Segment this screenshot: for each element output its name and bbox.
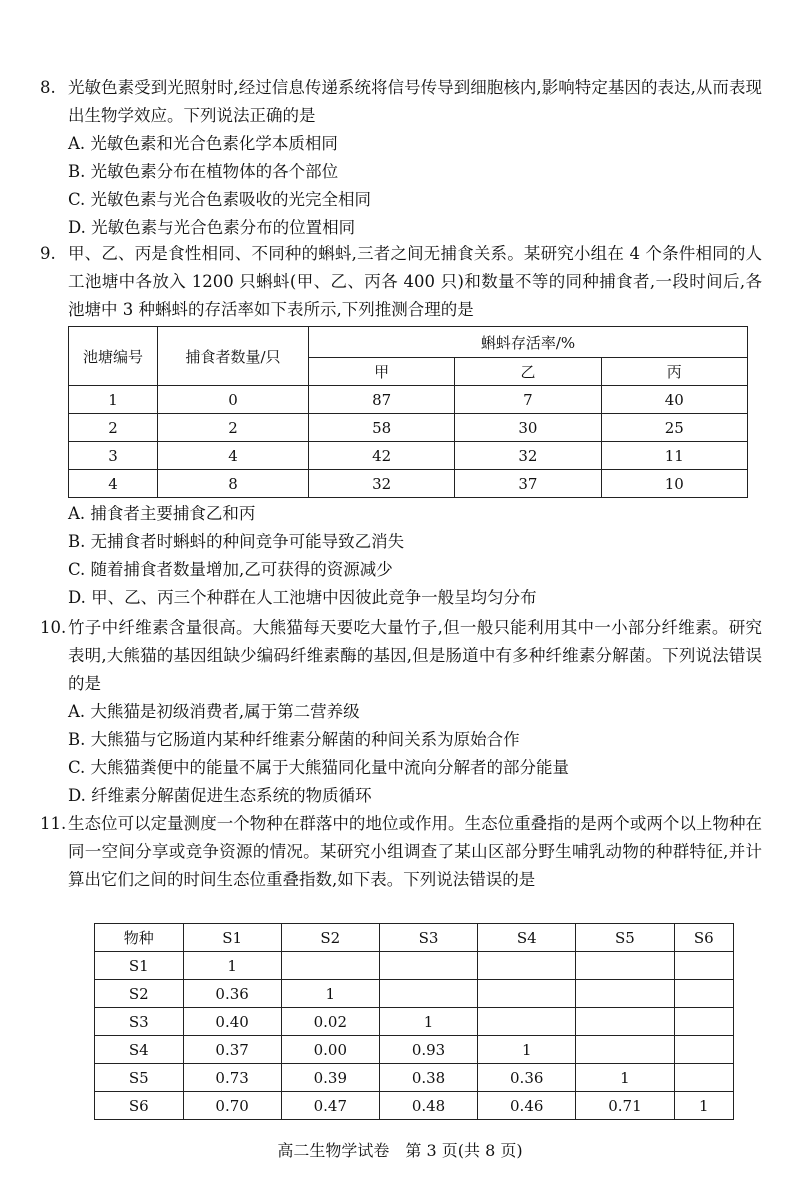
table-cell [674, 1036, 733, 1064]
question-9-number: 9. [40, 244, 56, 263]
table-cell: S5 [95, 1064, 184, 1092]
table-row [69, 470, 748, 498]
table-cell: 10 [601, 470, 747, 498]
table-cell [379, 980, 477, 1008]
question-10-text: 竹子中纤维素含量很高。大熊猫每天要吃大量竹子,但一般只能利用其中一小部分纤维素。研究表明,大熊猫的基因组缺少编码纤维素酶的基因,但是肠道中有多种纤维素分解菌。下列说法错误的是 [68, 618, 762, 693]
question-8-option-a: A. 光敏色素和光合色素化学本质相同 [68, 134, 338, 153]
table-cell: 58 [309, 414, 455, 442]
table-cell: 3 [69, 442, 158, 470]
table-cell: 0.46 [478, 1092, 576, 1120]
question-10-stem [40, 614, 762, 698]
table-cell: 1 [478, 1036, 576, 1064]
table-cell [478, 1008, 576, 1036]
table-header-row [95, 924, 734, 952]
table-header-predator: 捕食者数量/只 [158, 327, 309, 386]
table-row [69, 386, 748, 414]
table-cell [576, 1008, 674, 1036]
table-cell: S2 [95, 980, 184, 1008]
question-8-stem [40, 74, 762, 130]
table-cell: 8 [158, 470, 309, 498]
table-cell: 2 [69, 414, 158, 442]
table-cell: S4 [95, 1036, 184, 1064]
table-cell: 1 [379, 1008, 477, 1036]
question-11 [40, 810, 762, 894]
question-11-text: 生态位可以定量测度一个物种在群落中的地位或作用。生态位重叠指的是两个或两个以上物种在同一空间分享或竞争资源的情况。某研究小组调查了某山区部分野生哺乳动物的种群特征,并计算出它们之间的时间生态位重叠指数,如下表。下列说法错误的是 [68, 814, 762, 889]
question-9-stem [40, 240, 762, 324]
table-row [69, 442, 748, 470]
table-cell: 0.37 [183, 1036, 281, 1064]
table-row [95, 1092, 734, 1120]
question-10-option-b: B. 大熊猫与它肠道内某种纤维素分解菌的种间关系为原始合作 [68, 730, 520, 749]
table-cell: 4 [69, 470, 158, 498]
table-cell: 42 [309, 442, 455, 470]
question-9-text: 甲、乙、丙是食性相同、不同种的蝌蚪,三者之间无捕食关系。某研究小组在 4 个条件相同的人工池塘中各放入 1200 只蝌蚪(甲、乙、丙各 400 只)和数量不等的同种捕食者,一段时间后,各池塘中 3 种蝌蚪的存活率如下表所示,下列推测合理的是 [68, 244, 762, 319]
table-header-cell: S2 [281, 924, 379, 952]
question-9-option-d: D. 甲、乙、丙三个种群在人工池塘中因彼此竞争一般呈均匀分布 [68, 588, 537, 607]
table-cell: 32 [455, 442, 601, 470]
question-8-option-c: C. 光敏色素与光合色素吸收的光完全相同 [68, 190, 372, 209]
table-cell: 1 [576, 1064, 674, 1092]
table-cell [674, 1064, 733, 1092]
niche-overlap-table [94, 923, 734, 1120]
table-cell: 32 [309, 470, 455, 498]
table-cell: 1 [69, 386, 158, 414]
table-cell: 2 [158, 414, 309, 442]
table-subheader-yi: 乙 [455, 358, 601, 386]
question-9-options [40, 500, 762, 612]
question-8 [40, 74, 762, 242]
table-cell [576, 980, 674, 1008]
table-cell: 87 [309, 386, 455, 414]
table-cell [674, 952, 733, 980]
table-cell: 0.38 [379, 1064, 477, 1092]
table-cell [478, 952, 576, 980]
page-footer: 高二生物学试卷 第 3 页(共 8 页) [277, 1141, 523, 1160]
table-cell: 1 [674, 1092, 733, 1120]
table-cell: S6 [95, 1092, 184, 1120]
table-cell: 30 [455, 414, 601, 442]
table-row [95, 1064, 734, 1092]
table-cell [674, 980, 733, 1008]
table-header-cell: S4 [478, 924, 576, 952]
table-row [95, 952, 734, 980]
table-cell [576, 952, 674, 980]
table-cell: 0.70 [183, 1092, 281, 1120]
table-cell [576, 1036, 674, 1064]
table-cell: 0.47 [281, 1092, 379, 1120]
question-11-number: 11. [40, 814, 67, 833]
table-cell [674, 1008, 733, 1036]
question-10 [40, 614, 762, 810]
question-9-option-a: A. 捕食者主要捕食乙和丙 [68, 504, 256, 523]
question-8-number: 8. [40, 78, 56, 97]
table-row [95, 1008, 734, 1036]
question-10-option-a: A. 大熊猫是初级消费者,属于第二营养级 [68, 702, 360, 721]
table-cell: 11 [601, 442, 747, 470]
table-cell: 0.36 [183, 980, 281, 1008]
table-cell: S3 [95, 1008, 184, 1036]
table-cell: 0.39 [281, 1064, 379, 1092]
table-cell: 40 [601, 386, 747, 414]
question-8-text: 光敏色素受到光照射时,经过信息传递系统将信号传导到细胞核内,影响特定基因的表达,从而表现出生物学效应。下列说法正确的是 [68, 78, 762, 125]
table-cell: 0.02 [281, 1008, 379, 1036]
table-cell: 0.71 [576, 1092, 674, 1120]
question-9 [40, 240, 762, 324]
table-cell: 0 [158, 386, 309, 414]
table-row [95, 1036, 734, 1064]
table-subheader-bing: 丙 [601, 358, 747, 386]
table-cell: 0.36 [478, 1064, 576, 1092]
table-header-cell: S3 [379, 924, 477, 952]
table-cell: 37 [455, 470, 601, 498]
table-subheader-jia: 甲 [309, 358, 455, 386]
tadpole-survival-table [68, 326, 748, 498]
table-header-cell: S1 [183, 924, 281, 952]
table-cell: 25 [601, 414, 747, 442]
table-cell [478, 980, 576, 1008]
question-11-stem [40, 810, 762, 894]
table-header-pond: 池塘编号 [69, 327, 158, 386]
table-header-cell: 物种 [95, 924, 184, 952]
table-row [95, 980, 734, 1008]
table-cell: 0.00 [281, 1036, 379, 1064]
question-9-option-c: C. 随着捕食者数量增加,乙可获得的资源减少 [68, 560, 393, 579]
table-cell: 4 [158, 442, 309, 470]
table-cell [281, 952, 379, 980]
question-10-number: 10. [40, 618, 67, 637]
table-header-survival: 蝌蚪存活率/% [309, 327, 748, 358]
question-8-option-d: D. 光敏色素与光合色素分布的位置相同 [68, 218, 356, 237]
table-header-cell: S6 [674, 924, 733, 952]
table-cell: 1 [281, 980, 379, 1008]
question-8-option-b: B. 光敏色素分布在植物体的各个部位 [68, 162, 339, 181]
table-cell: 7 [455, 386, 601, 414]
table-header-cell: S5 [576, 924, 674, 952]
table-cell: 0.48 [379, 1092, 477, 1120]
table-cell: 0.73 [183, 1064, 281, 1092]
question-9-option-b: B. 无捕食者时蝌蚪的种间竞争可能导致乙消失 [68, 532, 405, 551]
table-cell [379, 952, 477, 980]
table-cell: 0.40 [183, 1008, 281, 1036]
question-10-option-c: C. 大熊猫粪便中的能量不属于大熊猫同化量中流向分解者的部分能量 [68, 758, 570, 777]
question-10-option-d: D. 纤维素分解菌促进生态系统的物质循环 [68, 786, 372, 805]
table-cell: 0.93 [379, 1036, 477, 1064]
table-cell: S1 [95, 952, 184, 980]
table-row [69, 414, 748, 442]
table-cell: 1 [183, 952, 281, 980]
